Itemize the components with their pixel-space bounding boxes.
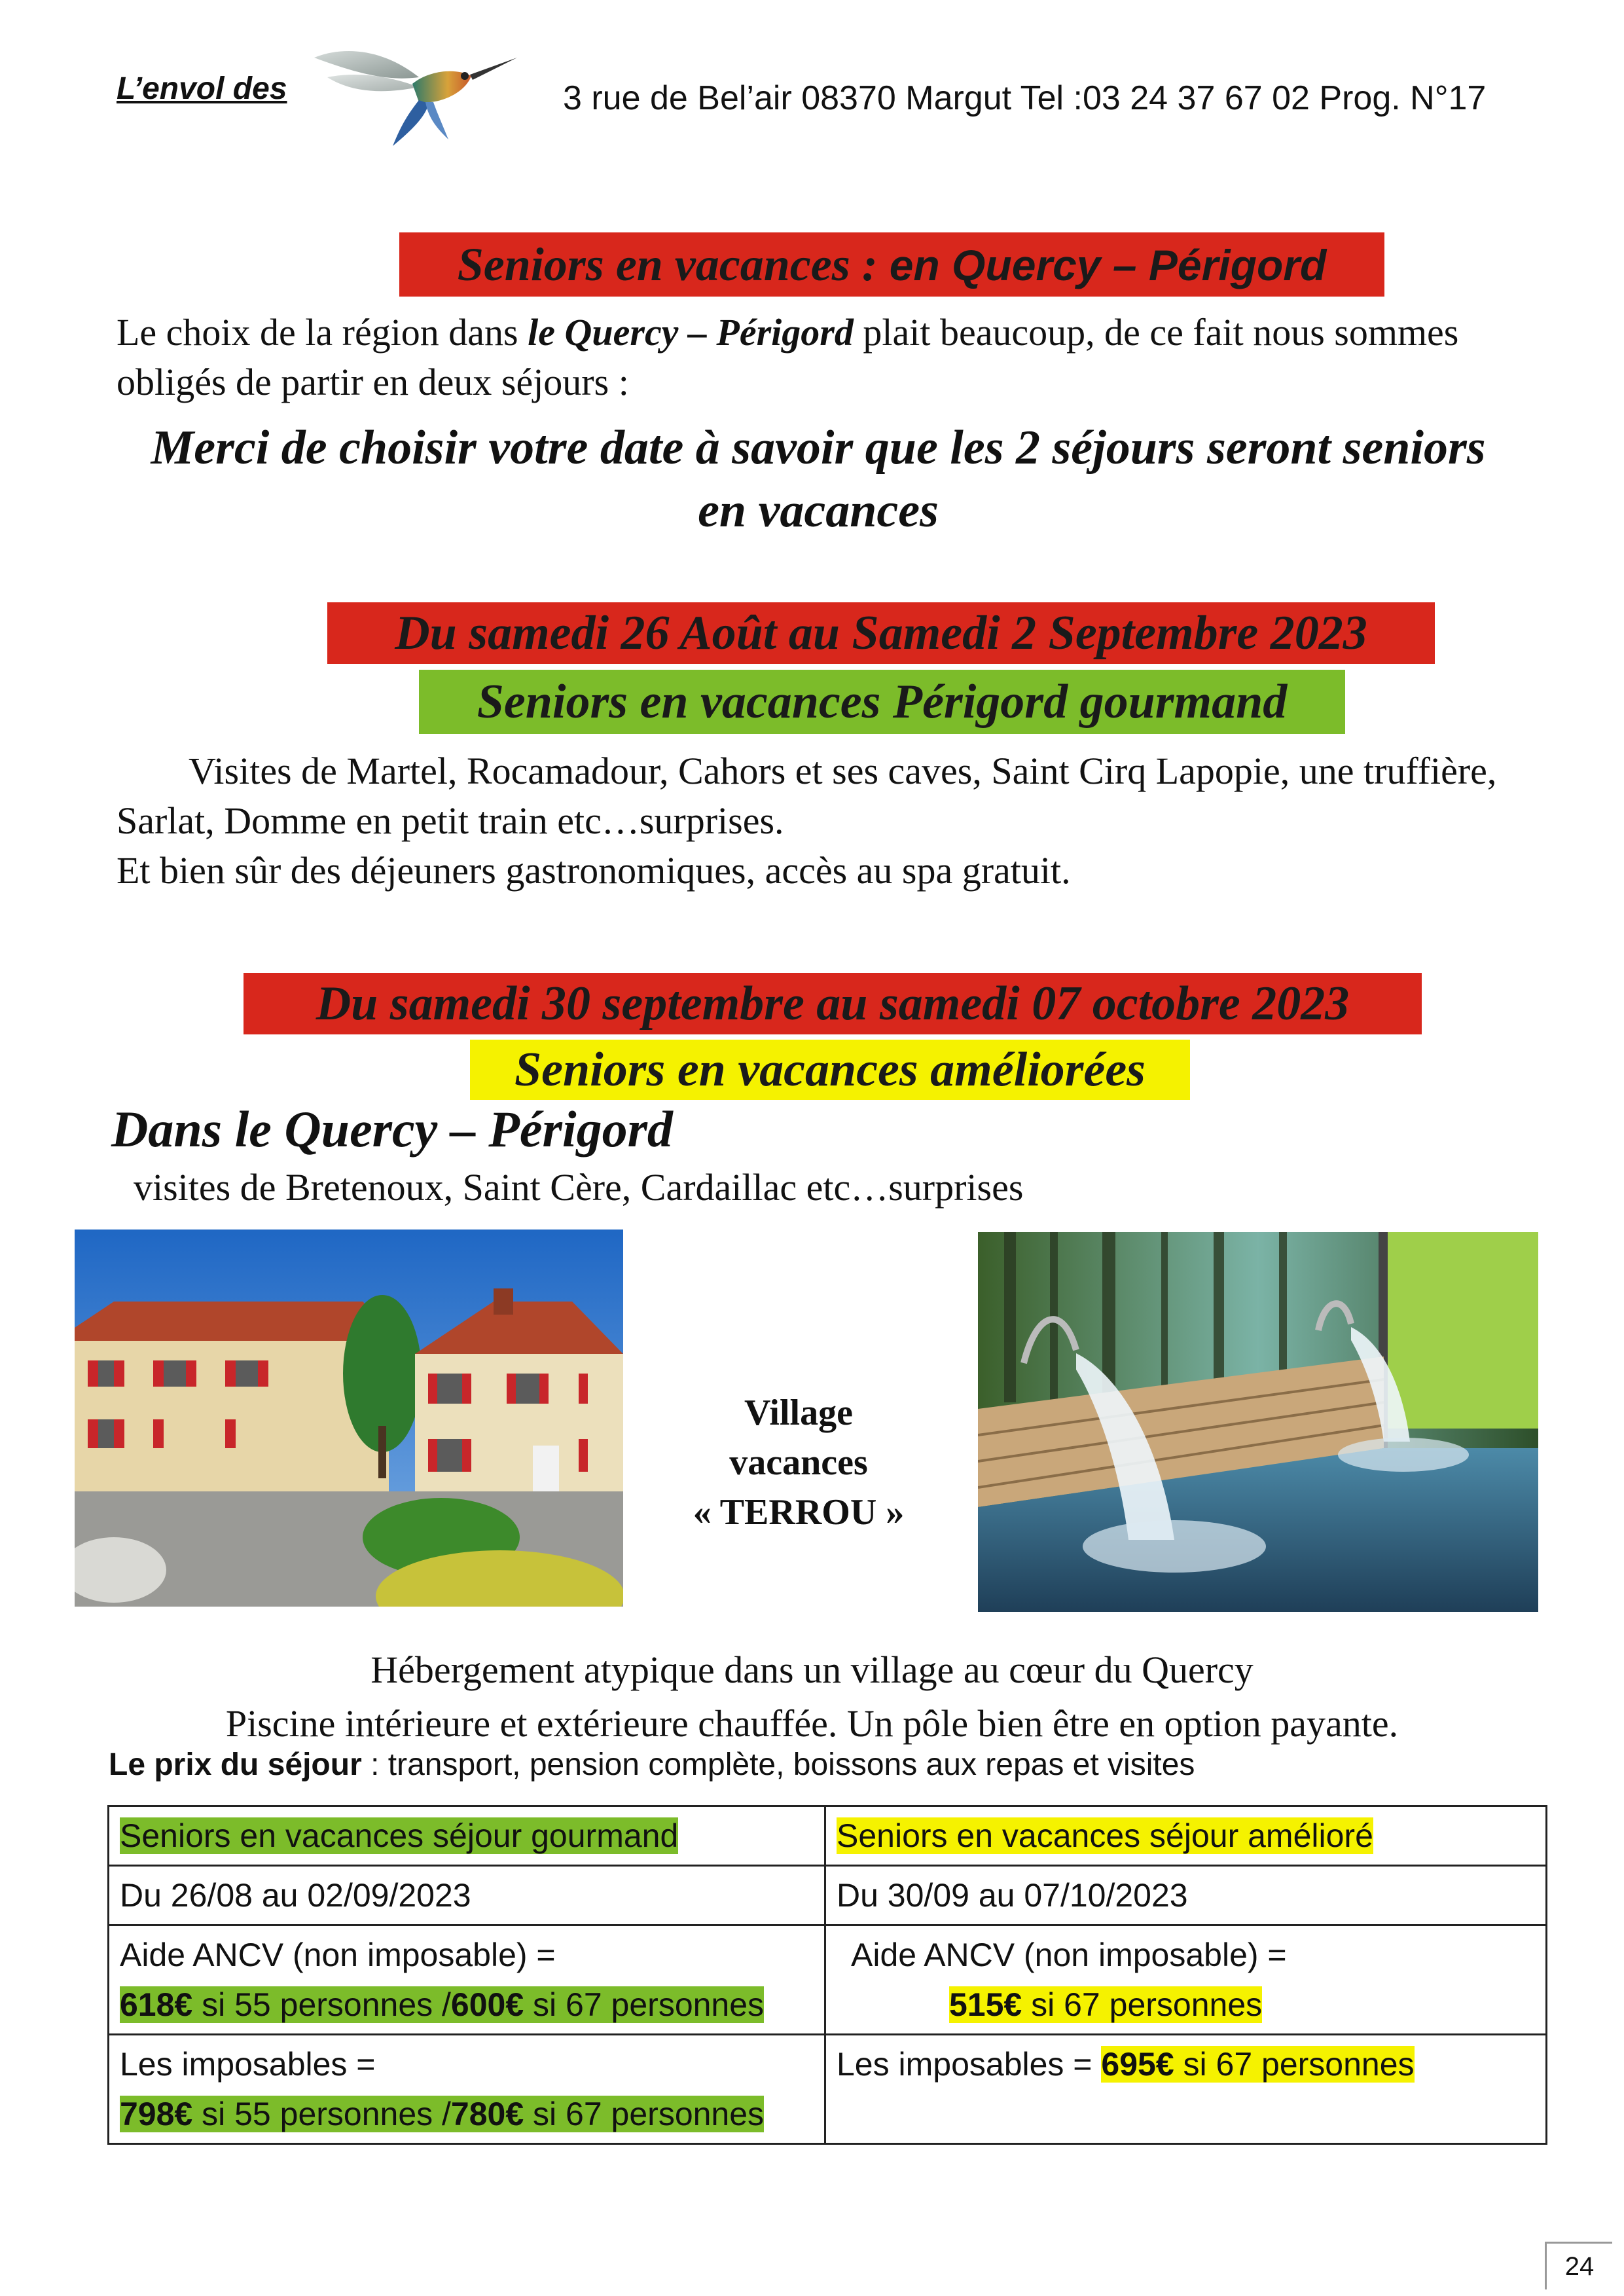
header-address: 3 rue de Bel’air 08370 Margut Tel :03 24 37 67 02 Prog. N°17 <box>563 79 1487 117</box>
table-cell <box>825 1806 1547 1866</box>
price-value: 600€ <box>450 1986 524 2023</box>
stay2-ancv-prices <box>949 1986 1262 2023</box>
price-text: si 67 personnes <box>1174 2046 1415 2083</box>
accommodation-text <box>0 1643 1624 1751</box>
intro-region: le Quercy – Périgord <box>528 311 854 354</box>
title-banner-part1: Seniors en vacances : <box>457 238 890 291</box>
price-intro <box>109 1747 1195 1783</box>
stay1-description <box>117 746 1557 896</box>
spa-pool-photo <box>978 1232 1538 1612</box>
price-intro-label: Le prix du séjour <box>109 1747 362 1782</box>
table-row <box>109 1806 1547 1866</box>
price-text: si 67 personnes <box>524 2096 765 2132</box>
table-cell <box>825 1925 1547 2035</box>
stay1-ancv-label: Aide ANCV (non imposable) = <box>120 1937 556 1973</box>
date-choice-notice: Merci de choisir votre date à savoir que les 2 séjours seront seniors en vacances <box>151 421 1486 538</box>
village-houses-photo <box>75 1230 623 1607</box>
price-intro-text: : transport, pension complète, boissons aux repas et visites <box>361 1747 1195 1782</box>
table-row <box>109 1866 1547 1925</box>
price-value: 780€ <box>450 2096 524 2132</box>
price-table <box>107 1805 1547 2145</box>
stay2-taxable-prices <box>1101 2046 1414 2083</box>
title-banner-part2: en Quercy – Périgord <box>889 241 1327 289</box>
price-text: si 67 personnes <box>524 1986 765 2023</box>
price-value: 695€ <box>1101 2046 1174 2083</box>
stay2-table-dates: Du 30/09 au 07/10/2023 <box>825 1866 1547 1925</box>
page-number: 24 <box>1545 2242 1612 2289</box>
village-line3: « TERROU » <box>693 1492 905 1533</box>
stay2-region: Dans le Quercy – Périgord <box>111 1101 673 1157</box>
intro-text-3: plait beaucoup, de ce fait nous sommes obligés de partir en deux séjours : <box>117 311 1459 403</box>
stay1-desc-line2: Et bien sûr des déjeuners gastronomiques, accès au spa gratuit. <box>117 849 1071 892</box>
stay1-ancv-prices <box>120 1986 764 2023</box>
hummingbird-icon <box>308 31 524 149</box>
accommodation-line1: Hébergement atypique dans un village au cœur du Quercy <box>370 1649 1254 1691</box>
price-text: si 55 personnes / <box>192 1986 451 2023</box>
table-cell <box>109 1925 825 2035</box>
stay1-desc-line1: Visites de Martel, Rocamadour, Cahors et ses caves, Saint Cirq Lapopie, une truffière, Sarlat, Domme en petit train etc…surprises. <box>117 750 1497 842</box>
stay2-title-banner: Seniors en vacances améliorées <box>470 1040 1190 1100</box>
price-value: 798€ <box>120 2096 193 2132</box>
price-value: 618€ <box>120 1986 193 2023</box>
title-banner <box>399 232 1384 297</box>
price-text: si 55 personnes / <box>192 2096 451 2132</box>
price-value: 515€ <box>949 1986 1022 2023</box>
stay1-title-banner: Seniors en vacances Périgord gourmand <box>419 670 1345 734</box>
stay2-description: visites de Bretenoux, Saint Cère, Cardaillac etc…surprises <box>134 1166 1024 1209</box>
table-cell <box>109 1806 825 1866</box>
stay1-dates-banner: Du samedi 26 Août au Samedi 2 Septembre 2023 <box>327 602 1435 664</box>
stay2-table-header: Seniors en vacances séjour amélioré <box>837 1817 1373 1854</box>
intro-paragraph <box>117 308 1530 407</box>
table-row <box>109 1925 1547 2035</box>
stay1-table-dates: Du 26/08 au 02/09/2023 <box>109 1866 825 1925</box>
village-line2: vacances <box>729 1442 868 1483</box>
price-text: si 67 personnes <box>1022 1986 1263 2023</box>
village-line1: Village <box>744 1393 853 1433</box>
table-cell <box>109 2035 825 2144</box>
stay1-table-header: Seniors en vacances séjour gourmand <box>120 1817 679 1854</box>
stay1-taxable-prices <box>120 2096 764 2132</box>
brand-name: L’envol des <box>117 71 287 106</box>
accommodation-line2: Piscine intérieure et extérieure chauffée. Un pôle bien être en option payante. <box>225 1702 1399 1745</box>
stay2-ancv-label: Aide ANCV (non imposable) = <box>851 1937 1287 1973</box>
table-row <box>109 2035 1547 2144</box>
intro-text-1: Le choix de la région dans <box>117 311 528 354</box>
village-name <box>655 1388 943 1537</box>
stay1-taxable-label: Les imposables = <box>120 2046 376 2083</box>
table-cell <box>825 2035 1547 2144</box>
stay2-taxable-label: Les imposables = <box>837 2046 1102 2083</box>
stay2-dates-banner: Du samedi 30 septembre au samedi 07 octobre 2023 <box>244 973 1422 1034</box>
